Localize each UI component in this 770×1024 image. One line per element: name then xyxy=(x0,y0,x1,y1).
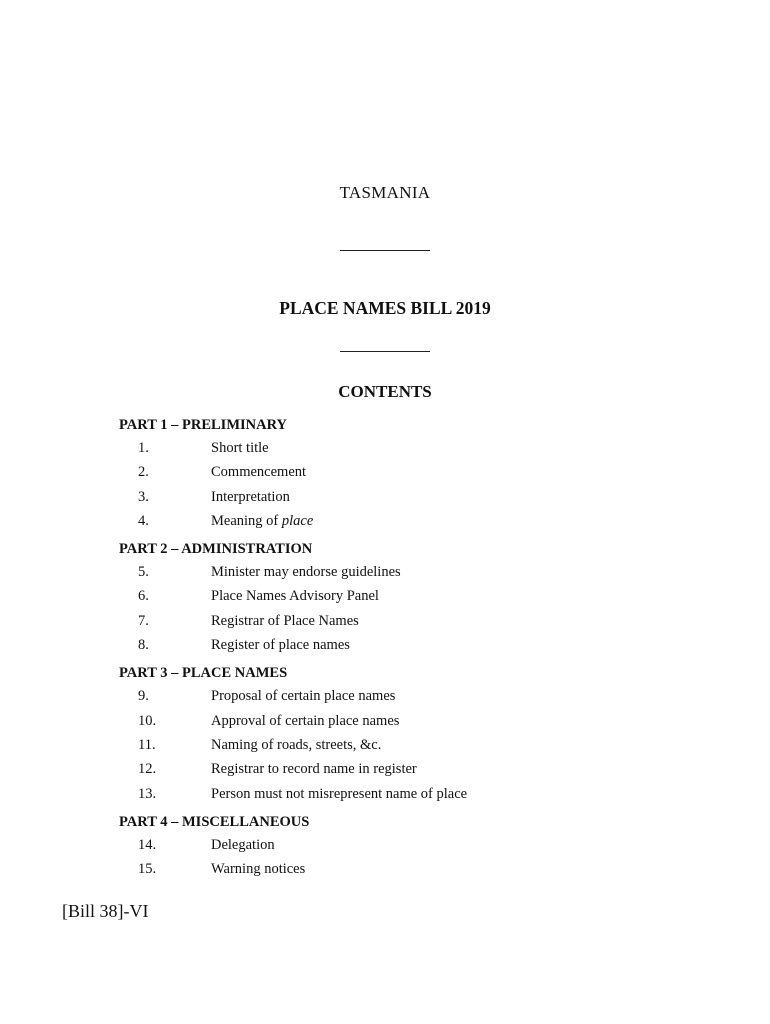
table-of-contents xyxy=(119,414,679,881)
separator-rule xyxy=(340,250,430,251)
section-title: Short title xyxy=(211,440,269,456)
toc-entry xyxy=(119,485,679,509)
section-number: 13. xyxy=(138,785,157,802)
section-number: 1. xyxy=(138,440,149,456)
part-heading: PART 2 – ADMINISTRATION xyxy=(119,541,313,558)
section-title: Delegation xyxy=(211,836,275,853)
section-number: 15. xyxy=(138,861,157,878)
section-number: 7. xyxy=(138,612,149,629)
toc-entry xyxy=(119,560,679,584)
section-title-plain: Meaning of xyxy=(211,512,282,529)
toc-entry xyxy=(119,460,679,484)
bill-reference: [Bill 38]-VI xyxy=(62,901,149,921)
section-number: 8. xyxy=(138,637,149,654)
section-number: 2. xyxy=(138,464,149,481)
toc-entry xyxy=(119,757,679,781)
section-title: Interpretation xyxy=(211,488,290,505)
section-number: 14. xyxy=(138,836,157,853)
section-number: 3. xyxy=(138,488,149,505)
section-title: Registrar to record name in register xyxy=(211,761,417,778)
part-heading: PART 1 – PRELIMINARY xyxy=(119,417,288,433)
jurisdiction-heading: TASMANIA xyxy=(339,183,431,202)
section-title: Naming of roads, streets, &c. xyxy=(211,736,382,753)
toc-entry xyxy=(119,509,679,533)
section-title: Warning notices xyxy=(211,861,306,878)
toc-entry xyxy=(119,584,679,608)
section-number: 11. xyxy=(138,736,156,753)
toc-entry xyxy=(119,833,679,857)
section-number: 10. xyxy=(138,712,157,729)
section-title: Commencement xyxy=(211,464,307,481)
toc-entry xyxy=(119,733,679,757)
section-title: Proposal of certain place names xyxy=(211,688,396,705)
section-number: 4. xyxy=(138,512,149,529)
toc-part xyxy=(119,538,679,657)
section-title: Place Names Advisory Panel xyxy=(211,588,379,605)
toc-part xyxy=(119,811,679,882)
toc-part xyxy=(119,662,679,805)
toc-entry xyxy=(119,436,679,460)
section-number: 12. xyxy=(138,761,157,778)
section-number: 5. xyxy=(138,564,149,581)
toc-entry xyxy=(119,633,679,657)
toc-entry xyxy=(119,609,679,633)
section-title: Register of place names xyxy=(211,637,350,654)
toc-part xyxy=(119,414,679,533)
contents-heading: CONTENTS xyxy=(338,382,432,401)
toc-entry xyxy=(119,709,679,733)
section-number: 9. xyxy=(138,688,149,705)
section-number: 6. xyxy=(138,588,149,605)
section-title-italic: place xyxy=(281,512,314,529)
part-heading: PART 3 – PLACE NAMES xyxy=(119,665,288,682)
section-title: Person must not misrepresent name of place xyxy=(211,785,468,802)
separator-rule xyxy=(340,351,430,352)
toc-entry xyxy=(119,782,679,806)
bill-title: PLACE NAMES BILL 2019 xyxy=(279,298,491,318)
part-heading: PART 4 – MISCELLANEOUS xyxy=(119,813,310,830)
section-title: Approval of certain place names xyxy=(211,712,400,729)
toc-entry xyxy=(119,857,679,881)
section-title: Minister may endorse guidelines xyxy=(211,564,401,581)
section-title: Registrar of Place Names xyxy=(211,612,359,629)
section-title-mixed xyxy=(211,509,313,533)
toc-entry xyxy=(119,684,679,708)
